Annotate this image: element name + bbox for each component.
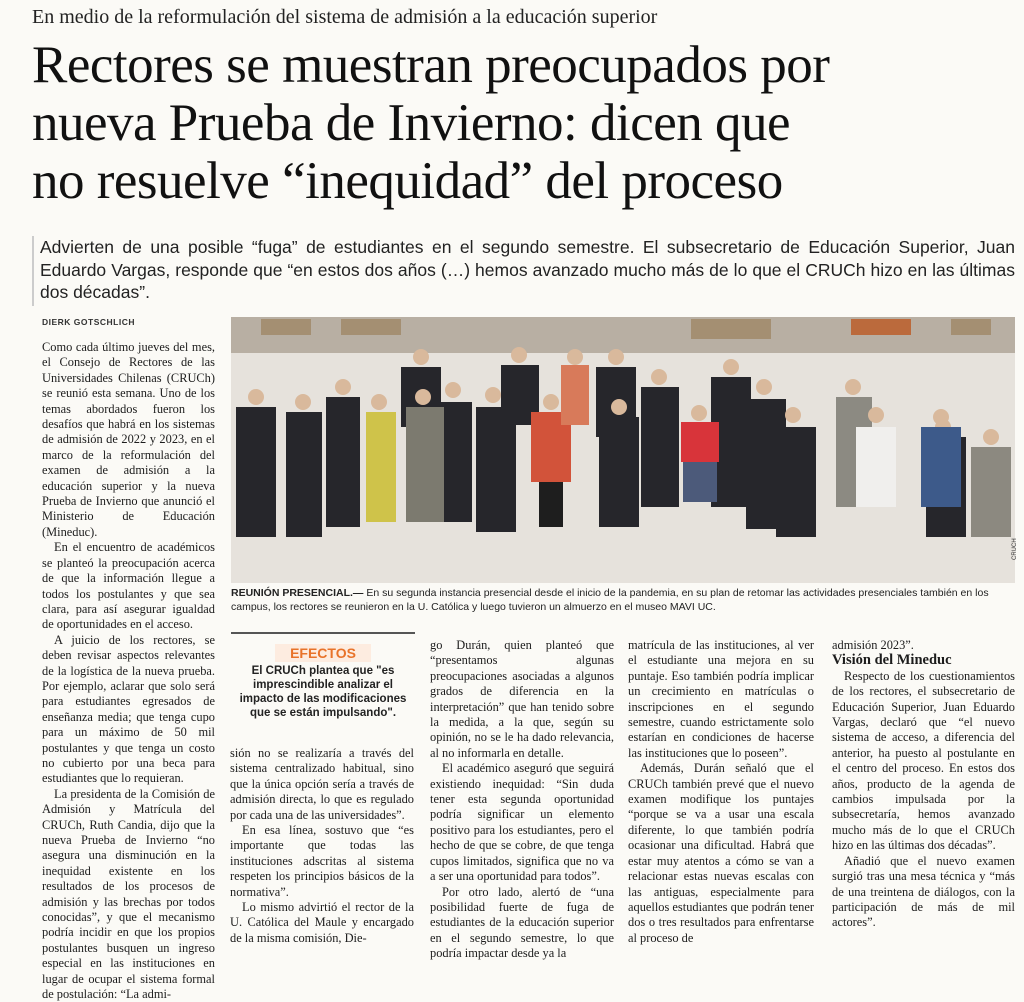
section-subhead: Visión del Mineduc: [832, 652, 952, 669]
photo-credit: CRUCH: [1012, 538, 1018, 560]
article-column-5: [832, 638, 1015, 931]
headline-line-2: nueva Prueba de Invierno: dicen que: [32, 94, 791, 152]
paragraph: La presidenta de la Comisión de Admisión y Matrícula del CRUCh, Ruth Candia, dijo que la nueva Prueba de Invierno “no asegura una disminución en la inequidad existente en los resultados de los procesos de admisión y las brechas por todos conocidas”, y que el mecanismo podría incidir en que los propios postulantes busquen un ingreso especial en las instituciones en lugar de ocupar el sistema formal de postulación: “La admi-: [42, 786, 215, 1002]
group-photo: [231, 317, 1015, 583]
article-column-3: [430, 638, 614, 962]
paragraph: sión no se realizaría a través del sistema centralizado habitual, sino que la única opción sería a través de admisión directa, lo que es regulado por cada una de las universidades”.: [230, 746, 414, 822]
caption-text: En su segunda instancia presencial desde el inicio de la pandemia, en su plan de retomar las actividades presenciales también en los campus, los rectores se reunieron en la U. Católica y luego tuvieron un almuerzo en el museo MAVI UC.: [231, 587, 989, 613]
deck-rule: [32, 236, 34, 306]
paragraph: Añadió que el nuevo examen surgió tras una mesa técnica y “más de una treintena de diálogos, con la participación de más de mil actores”.: [832, 853, 1015, 930]
paragraph: matrícula de las instituciones, al ver el estudiante una mejora en su puntaje. Eso también podría implicar un crecimiento en matrículas o inscripciones en el segundo semestre, cuando estrictamente solo estarían en condiciones de hacerse las instituciones que lo poseen”.: [628, 638, 814, 760]
paragraph: go Durán, quien planteó que “presentamos algunas preocupaciones asociadas a algunos grados de diferencia en la interpretación” que han tenido sobre la medida, a la que, según su opinión, no se le ha dado relevancia, al no informarla en detalle.: [430, 638, 614, 760]
headline-line-3: no resuelve “inequidad” del proceso: [32, 152, 783, 210]
paragraph: admisión 2023”.: [832, 638, 914, 652]
deck: Advierten de una posible “fuga” de estudiantes en el segundo semestre. El subsecretario de Educación Superior, Juan Eduardo Vargas, responde que “en estos dos años (…) hemos avanzado mucho más de lo que el CRUCh hizo en las últimas dos décadas”.: [40, 237, 1015, 302]
paragraph: Como cada último jueves del mes, el Consejo de Rectores de las Universidades Chilenas (CRUCh) se reunió esta semana. Uno de los temas abordados fueron los desafíos que habrá en los sistemas de admisión de 2022 y 2023, en el marco de la reformulación del examen de admisión a la educación superior y la nueva Prueba de Invierno que anunció el Ministerio de Educación (Mineduc).: [42, 340, 215, 539]
effects-box: [231, 636, 415, 728]
article-column-4: [628, 638, 814, 946]
paragraph: En el encuentro de académicos se planteó la preocupación acerca de que la información llegue a todos los postulantes y que sea clara, para así asegurar igualdad de oportunidades en el acceso.: [42, 540, 215, 632]
headline-line-1: Rectores se muestran preocupados por: [32, 36, 830, 94]
paragraph: A juicio de los rectores, se deben revisar aspectos relevantes de la logística de la nueva prueba. Por ejemplo, aclarar que solo será para estudiantes egresados de enseñanza media; que tenga cupo para un máximo de 50 mil postulantes y que tenga un costo no cubierto por una beca para estudiantes que lo requieran.: [42, 632, 215, 786]
byline: DIERK GOTSCHLICH: [42, 317, 135, 327]
caption-lead: REUNIÓN PRESENCIAL.—: [231, 587, 364, 599]
paragraph: Por otro lado, alertó de “una posibilidad fuerte de fuga de estudiantes de la educación superior en el segundo semestre, lo que podría impactar desde ya la: [430, 884, 614, 961]
article-column-2: [230, 746, 414, 946]
effects-text: El CRUCh plantea que "es imprescindible analizar el impacto de las modificaciones que se están impulsando".: [239, 665, 407, 719]
box-rule: [231, 632, 415, 634]
effects-label: EFECTOS: [275, 644, 371, 662]
photo-caption: [231, 586, 1015, 614]
paragraph: Respecto de los cuestionamientos de los rectores, el subsecretario de Educación Superior, Juan Eduardo Vargas, declaró que “el nuevo sistema de acceso, a diferencia del anterior, ha puesto al postulante en el centro del proceso. En estos dos años, producto de la agenda de cambios impulsada por la subsecretaría, hemos avanzado mucho más de lo que el CRUCh hizo en las últimas dos décadas”.: [832, 668, 1015, 853]
article-column-1: [42, 340, 215, 1002]
paragraph: En esa línea, sostuvo que “es importante que todas las instituciones adscritas al sistema respeten los principios básicos de la normativa”.: [230, 823, 414, 899]
headline: [32, 36, 992, 210]
group-photo-illustration: [231, 317, 1015, 583]
paragraph: Lo mismo advirtió el rector de la U. Católica del Maule y encargado de la misma comisión, Die-: [230, 900, 414, 945]
paragraph: El académico aseguró que seguirá existiendo inequidad: “Sin duda tener esta segunda oportunidad podría significar un elemento positivo para los estudiantes, pero el hecho de que se cobre, de que tenga cupos limitados, significa que no va a ser una oportunidad para todos”.: [430, 761, 614, 884]
paragraph: Además, Durán señaló que el CRUCh también prevé que el nuevo examen modifique los puntajes “porque se va a usar una escala diferente, lo que también podría ocasionar una dificultad. Habrá que estar muy atentos a cómo se van a relacionar estas nuevas escalas con las antiguas, especialmente para aquellos estudiantes que podrán tener dos o tres resultados para enfrentarse al proceso de: [628, 761, 814, 945]
kicker: En medio de la reformulación del sistema de admisión a la educación superior: [32, 6, 658, 28]
